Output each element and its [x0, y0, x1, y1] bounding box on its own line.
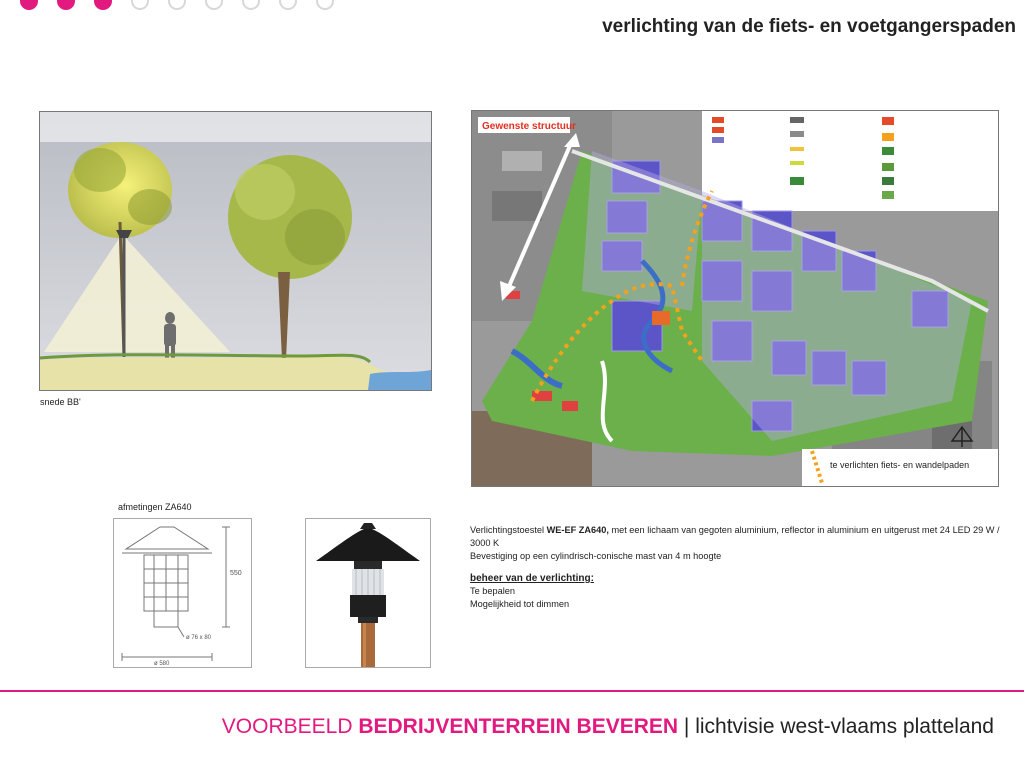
fixture-model: WE-EF ZA640, — [546, 525, 609, 535]
dimension-width-label: ø 580 — [154, 661, 170, 667]
lamp-technical-drawing — [114, 519, 251, 667]
section-sketch-caption: snede BB' — [40, 397, 81, 407]
structure-map-image — [471, 110, 999, 487]
footer-subtitle: | lichtvisie west-vlaams platteland — [678, 715, 994, 738]
dimensions-caption: afmetingen ZA640 — [118, 502, 192, 512]
progress-dot — [279, 0, 297, 10]
progress-dot — [131, 0, 149, 10]
footer-prefix: VOORBEELD — [221, 715, 359, 738]
map-title: Gewenste structuur — [482, 121, 576, 132]
management-line-1: Te bepalen — [470, 586, 515, 596]
management-line-2: Mogelijkheid tot dimmen — [470, 599, 570, 609]
map-path-legend-label: te verlichten fiets- en wandelpaden — [830, 460, 970, 470]
structure-map-illustration — [472, 111, 998, 486]
progress-dot — [57, 0, 75, 10]
progress-dots — [20, 0, 334, 10]
footer-site-name: BEDRIJVENTERREIN BEVEREN — [358, 715, 679, 738]
progress-dot — [94, 0, 112, 10]
mounting-line: Bevestiging op een cylindrisch-conische mast van 4 m hoogte — [470, 551, 722, 561]
page-title: verlichting van de fiets- en voetgangerspaden — [602, 16, 1016, 37]
lamp-photo-illustration — [306, 519, 430, 667]
progress-dot — [242, 0, 260, 10]
management-heading: beheer van de verlichting: — [470, 573, 594, 584]
progress-dot — [168, 0, 186, 10]
section-sketch-image — [39, 111, 432, 391]
footer-title — [114, 712, 994, 742]
progress-dot — [316, 0, 334, 10]
dimension-base-label: ø 76 x 80 — [186, 635, 212, 641]
lamp-product-photo — [305, 518, 431, 668]
fixture-spec-prefix: Verlichtingstoestel — [470, 525, 547, 535]
progress-dot — [20, 0, 38, 10]
dimension-height-label: 550 — [230, 570, 242, 577]
section-sketch-illustration — [40, 112, 431, 390]
footer-divider — [0, 690, 1024, 692]
fixture-description — [470, 524, 1000, 611]
progress-dot — [205, 0, 223, 10]
dimensions-drawing — [113, 518, 252, 668]
fixture-spec-rest: met een lichaam van gegoten aluminium, reflector in aluminium en uitgerust met 24 LED 29 W / 3000 K — [470, 525, 1000, 548]
fixture-spec-line — [470, 524, 1000, 550]
